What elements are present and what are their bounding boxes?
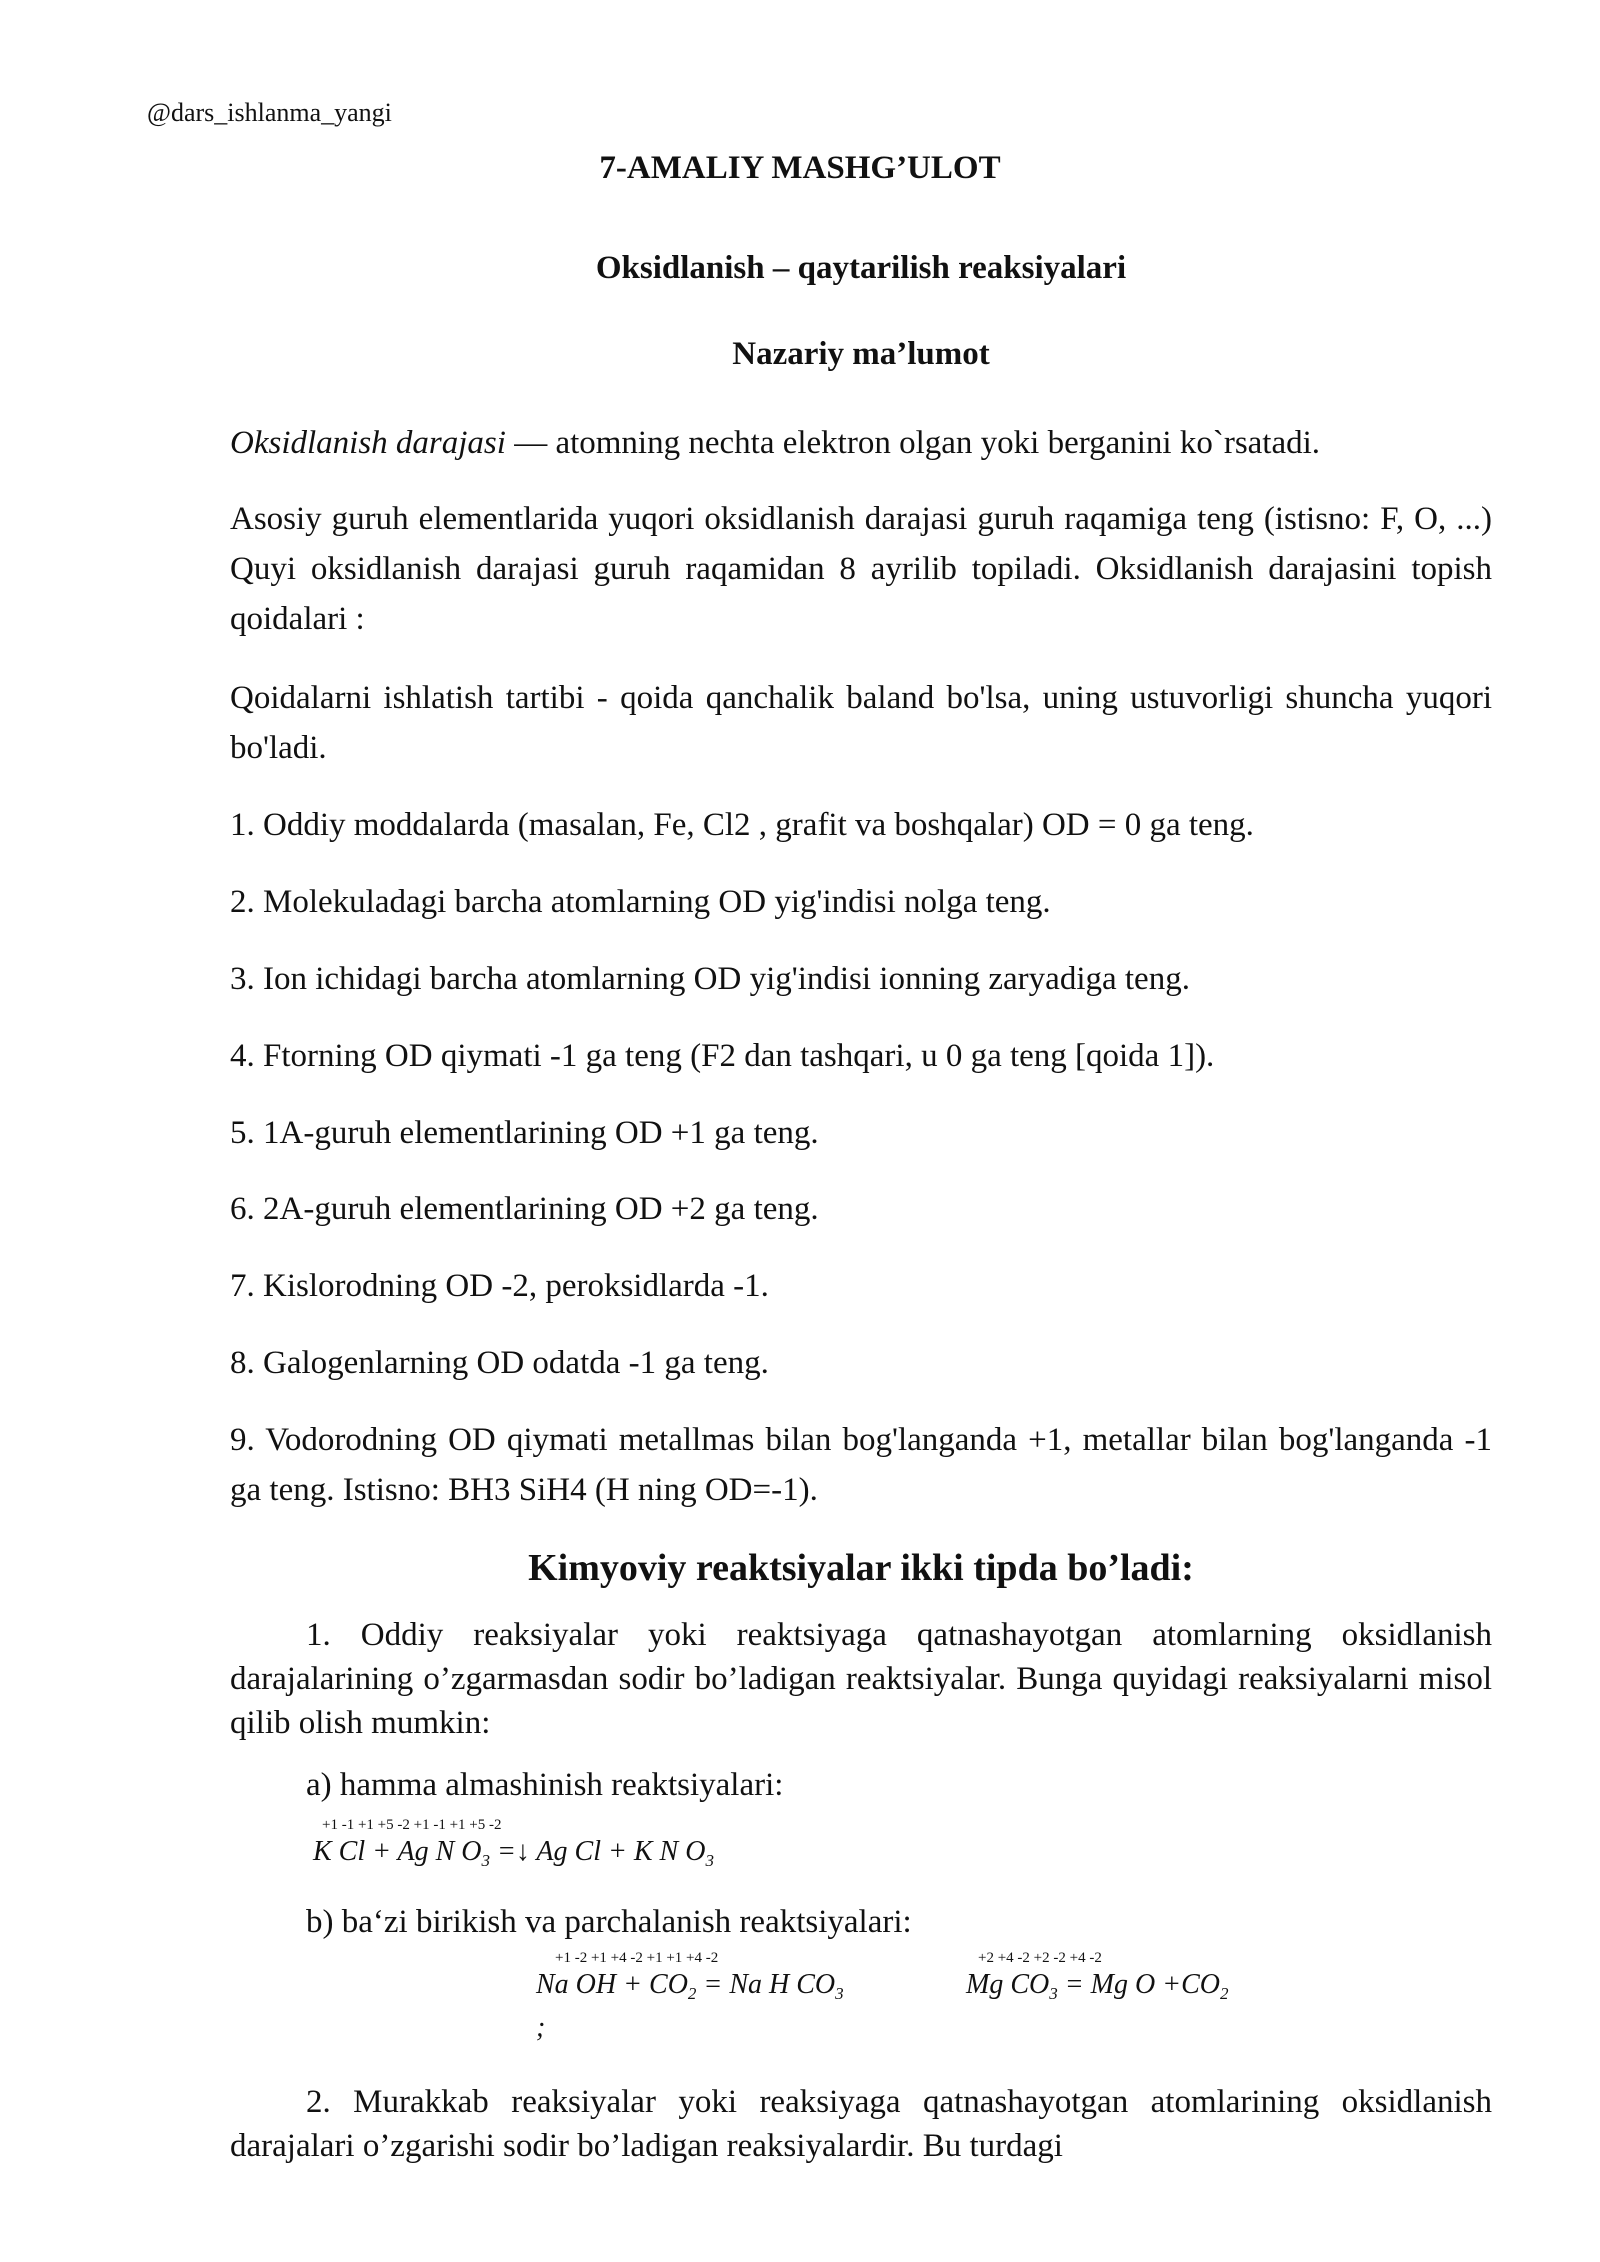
equation-a bbox=[313, 1836, 714, 1871]
intro-paragraph-2: Asosiy guruh elementlarida yuqori oksidlanish darajasi guruh raqamiga teng (istisno: F, O, ...) Quyi oksidlanish darajasi guruh raqamidan 8 ayrilib topiladi. Oksidlanish darajasini topish qoidalari : bbox=[230, 501, 1492, 637]
equation-b2-oxidation-states: +2 +4 -2 +2 -2 +4 -2 bbox=[978, 1950, 1102, 1966]
equation-b1-oxidation-states: +1 -2 +1 +4 -2 +1 +1 +4 -2 bbox=[555, 1950, 719, 1966]
rule-item: 1. Oddiy moddalarda (masalan, Fe, Cl2 , grafit va boshqalar) OD = 0 ga teng. bbox=[230, 807, 1254, 843]
topic-title: Oksidlanish – qaytarilish reaksiyalari bbox=[595, 250, 1127, 286]
rule-item: 9. Vodorodning OD qiymati metallmas bilan bog'langanda +1, metallar bilan bog'langanda -1 ga teng. Istisno: BH3 SiH4 (H ning OD=-1). bbox=[230, 1422, 1492, 1508]
subscript: 2 bbox=[687, 1984, 697, 2003]
rule-item: 3. Ion ichidagi barcha atomlarning OD yig'indisi ionning zaryadiga teng. bbox=[230, 961, 1190, 997]
subscript: 3 bbox=[835, 1984, 844, 2003]
definition-paragraph bbox=[230, 418, 1492, 468]
rule-item: 2. Molekuladagi barcha atomlarning OD yig'indisi nolga teng. bbox=[230, 884, 1051, 920]
section-title: Nazariy ma’lumot bbox=[732, 336, 990, 372]
equation-b1 bbox=[536, 1969, 844, 2004]
equation-a-part: K Cl + Ag N O bbox=[313, 1836, 482, 1867]
equation-b1-part: = Na H CO bbox=[696, 1969, 836, 2000]
equation-b1-part: Na OH + CO bbox=[536, 1969, 688, 2000]
rule-item: 7. Kislorodning OD -2, peroksidlarda -1. bbox=[230, 1268, 769, 1304]
reactions-heading: Kimyoviy reaktsiyalar ikki tipda bo’ladi: bbox=[528, 1547, 1194, 1589]
subscript: 3 bbox=[705, 1851, 714, 1870]
definition-text: — atomning nechta elektron olgan yoki berganini ko`rsatadi. bbox=[505, 425, 1321, 461]
page-title: 7-AMALIY MASHG’ULOT bbox=[599, 150, 1001, 186]
reaction-type-1: 1. Oddiy reaksiyalar yoki reaktsiyaga qatnashayotgan atomlarning oksidlanish darajalarining o’zgarmasdan sodir bo’ladigan reaktsiyalar. Bunga quyidagi reaksiyalarni misol qilib olish mumkin: bbox=[230, 1617, 1492, 1741]
reaction-type-2: 2. Murakkab reaksiyalar yoki reaksiyaga qatnashayotgan atomlarining oksidlanish darajalari o’zgarishi sodir bo’ladigan reaksiyalardir. Bu turdagi bbox=[230, 2084, 1492, 2164]
subscript: 2 bbox=[1219, 1984, 1229, 2003]
equation-b2-part: = Mg O +CO bbox=[1057, 1969, 1220, 2000]
subscript: 3 bbox=[1049, 1984, 1058, 2003]
intro-paragraph-3: Qoidalarni ishlatish tartibi - qoida qanchalik baland bo'lsa, uning ustuvorligi shuncha yuqori bo'ladi. bbox=[230, 680, 1492, 766]
rule-item: 4. Ftorning OD qiymati -1 ga teng (F2 dan tashqari, u 0 ga teng [qoida 1]). bbox=[230, 1038, 1215, 1074]
example-b-label: b) ba‘zi birikish va parchalanish reaktsiyalari: bbox=[306, 1904, 912, 1940]
equation-a-oxidation-states: +1 -1 +1 +5 -2 +1 -1 +1 +5 -2 bbox=[322, 1817, 502, 1833]
rule-item: 8. Galogenlarning OD odatda -1 ga teng. bbox=[230, 1345, 769, 1381]
example-a-label: a) hamma almashinish reaktsiyalari: bbox=[306, 1767, 784, 1803]
equation-b2-part: Mg CO bbox=[966, 1969, 1050, 2000]
watermark: @dars_ishlanma_yangi bbox=[147, 98, 392, 127]
rule-item: 5. 1A-guruh elementlarining OD +1 ga teng. bbox=[230, 1115, 819, 1151]
definition-term: Oksidlanish darajasi bbox=[230, 425, 506, 461]
equation-b1-semicolon: ; bbox=[536, 2012, 546, 2043]
equation-a-part: =↓ Ag Cl + K N O bbox=[490, 1836, 706, 1867]
subscript: 3 bbox=[481, 1851, 491, 1870]
rule-item: 6. 2A-guruh elementlarining OD +2 ga teng. bbox=[230, 1191, 819, 1227]
equation-b2 bbox=[966, 1969, 1228, 2004]
